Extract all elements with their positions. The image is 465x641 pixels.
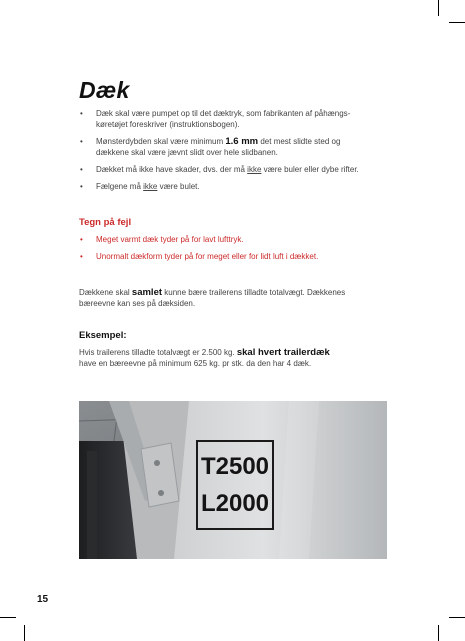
list-item: • Dæk skal være pumpet op til det dæktryk, som fabrikanten af påhængs- køretøjet foreskriver (instruktionsbogen). [79,108,399,130]
trailer-photo-illustration [79,401,387,559]
faults-heading: Tegn på fejl [79,217,132,228]
crop-mark [24,625,25,641]
example-paragraph: Hvis trailerens tilladte totalvægt er 2.500 kg. skal hvert trailerdæk have en bæreevne på minimum 625 kg. pr stk. da den har 4 dæk. [79,347,330,368]
list-item: • Dækket må ikke have skader, dvs. der må ikke være buler eller dybe rifter. [79,164,399,175]
crop-mark [0,617,16,618]
crop-mark [449,22,465,23]
load-label-top: T2500 [200,453,270,480]
example-heading: Eksempel: [79,330,127,341]
list-item: • Mønsterdybden skal være minimum 1.6 mm det mest slidte sted og dækkene skal være jævnt slidt over hele slidbanen. [79,136,399,158]
page-number: 15 [37,594,49,605]
page-title: Dæk [79,77,130,103]
list-item: • Meget varmt dæk tyder på for lavt lufttryk. [79,234,399,245]
crop-mark [449,617,465,618]
load-label-bottom: L2000 [200,490,270,517]
capacity-paragraph: Dækkene skal samlet kunne bære trailerens tilladte totalvægt. Dækkenes bæreevne kan ses på dæksiden. [79,287,346,308]
page-content [79,76,399,369]
list-item: • Unormalt dækform tyder på for meget eller for lidt luft i dækket. [79,251,399,262]
tread-depth-value: 1.6 mm [225,136,259,147]
crop-mark [438,0,439,16]
trailer-photo [79,401,387,559]
list-item: • Fælgene må ikke være bulet. [79,181,399,192]
tire-requirements-list [79,108,399,192]
faults-list [79,234,399,262]
crop-mark [438,625,439,641]
